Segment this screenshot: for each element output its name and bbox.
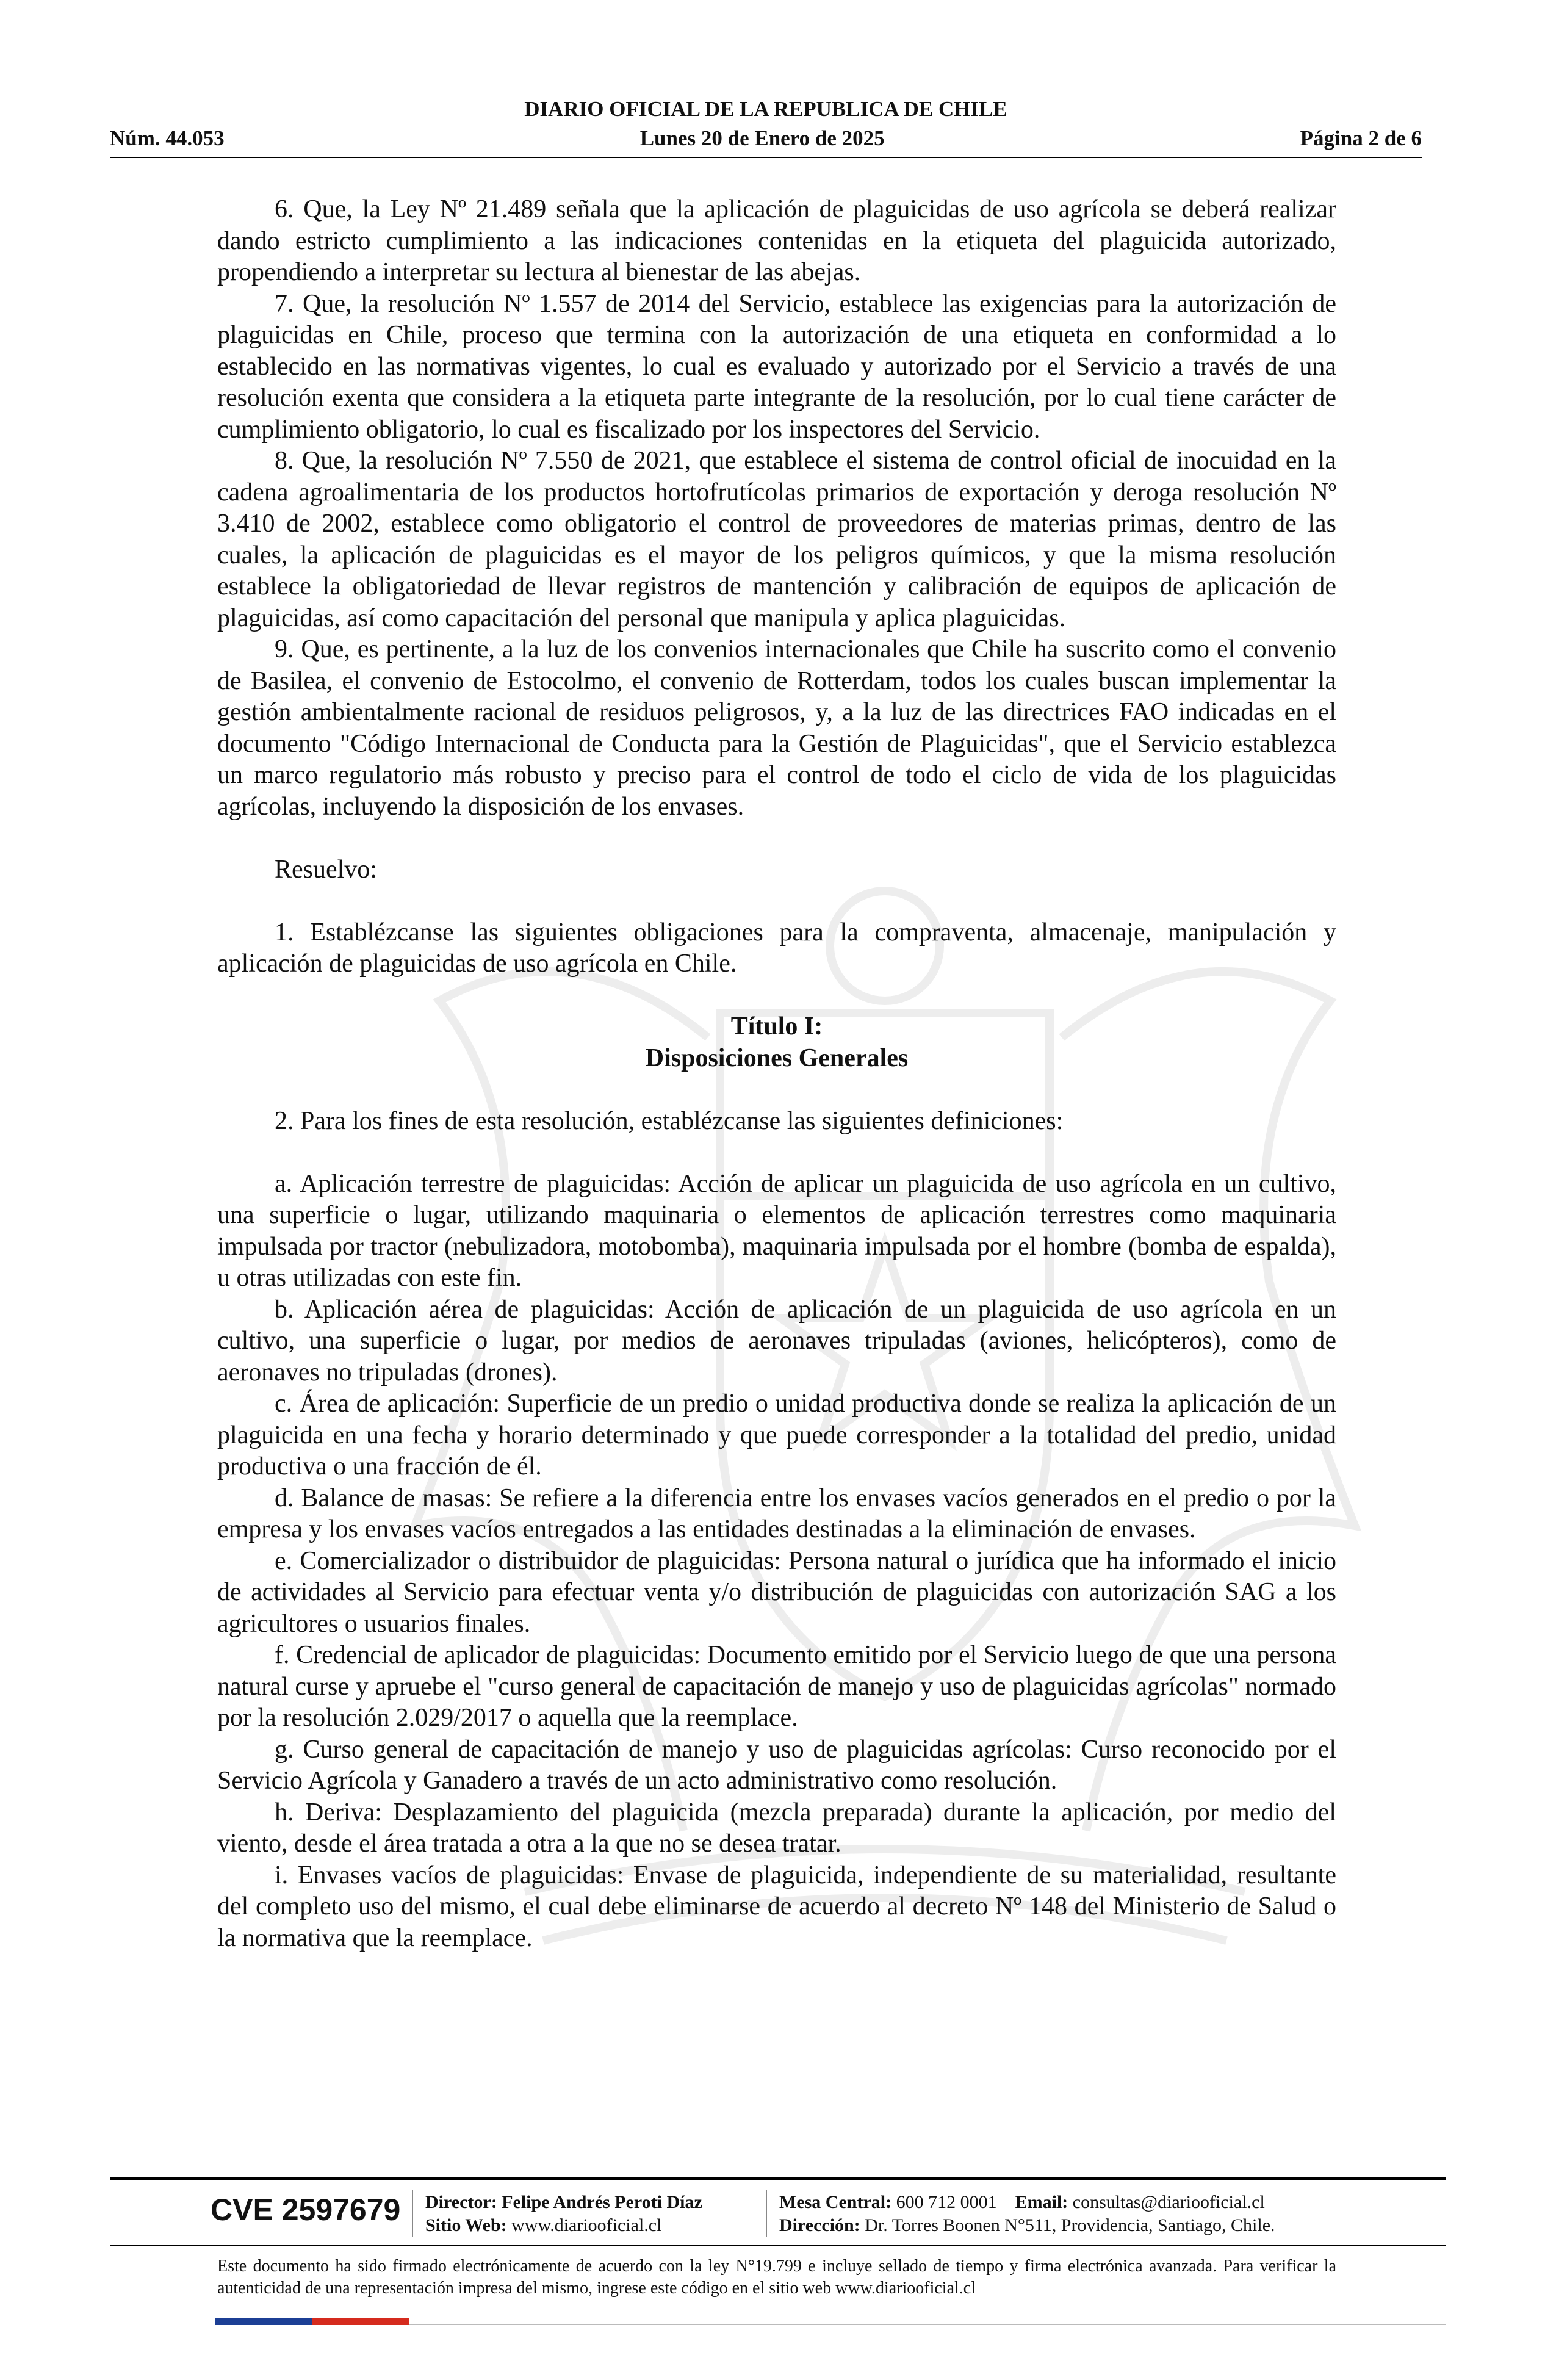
address-text: Dr. Torres Boonen N°511, Providencia, Santiago, Chile.	[865, 2215, 1275, 2235]
definition-d: d. Balance de masas: Se refiere a la diferencia entre los envases vacíos generados en el predio o por la empresa y los envases vacíos entregados a las entidades destinadas a la eliminación de envases.	[217, 1484, 1336, 1543]
definition-g: g. Curso general de capacitación de manejo y uso de plaguicidas agrícolas: Curso reconocido por el Servicio Agrícola y Ganadero a través de un acto administrativo como resolución.	[217, 1735, 1336, 1795]
paragraph-6: 6. Que, la Ley Nº 21.489 señala que la aplicación de plaguicidas de uso agrícola se deberá realizar dando estricto cumplimiento a las indicaciones contenidas en la etiqueta del plaguicida autorizado, propendiendo a interpretar su lectura al bienestar de las abejas.	[217, 195, 1336, 286]
director-label: Director:	[425, 2192, 497, 2212]
section-title	[217, 1011, 1336, 1074]
website-label: Sitio Web:	[425, 2215, 507, 2235]
resolution-item-1: 1. Establézcanse las siguientes obligaciones para la compraventa, almacenaje, manipulación y aplicación de plaguicidas de uso agrícola en Chile.	[217, 918, 1336, 978]
page-number: Página 2 de 6	[1300, 126, 1422, 150]
section-title-line-1: Título I:	[730, 1012, 823, 1040]
definition-b: b. Aplicación aérea de plaguicidas: Acción de aplicación de un plaguicida de uso agrícola en un cultivo, una superficie o lugar, por medios de aeronaves tripuladas (aviones, helicópteros), como de aeronaves no tripuladas (drones).	[217, 1295, 1336, 1387]
resuelvo-heading: Resuelvo:	[275, 855, 377, 884]
footer-director-block	[425, 2191, 702, 2237]
website-link[interactable]: www.diariooficial.cl	[511, 2215, 662, 2235]
footer-middle-rule	[110, 2245, 1446, 2246]
cve-code: CVE 2597679	[211, 2193, 401, 2227]
legal-notice: Este documento ha sido firmado electrónicamente de acuerdo con la ley N°19.799 e incluye sellado de tiempo y firma electrónica avanzada. Para verificar la autenticidad de una representación impresa del mismo, ingrese este código en el sitio web www.diariooficial.cl	[217, 2257, 1336, 2298]
header-rule	[110, 157, 1422, 158]
definition-a: a. Aplicación terrestre de plaguicidas: Acción de aplicar un plaguicida de uso agrícola en un cultivo, una superficie o lugar, utilizando maquinaria o elementos de aplicación terrestres como maquinaria impulsada por tractor (nebulizadora, motobomba), maquinaria impulsada por el hombre (bomba de espalda), u otras utilizadas con este fin.	[217, 1169, 1336, 1292]
resolution-item-2: 2. Para los fines de esta resolución, establézcanse las siguientes definiciones:	[275, 1106, 1064, 1135]
definition-e: e. Comercializador o distribuidor de plaguicidas: Persona natural o jurídica que ha informado el inicio de actividades al Servicio para efectuar venta y/o distribución de plaguicidas con autorización SAG a los agricultores o usuarios finales.	[217, 1546, 1336, 1638]
footer-contact-block	[779, 2191, 1275, 2237]
flag-bar-blue	[215, 2318, 312, 2325]
footer-top-rule	[110, 2177, 1446, 2180]
phone-number: 600 712 0001	[896, 2192, 997, 2212]
email-link[interactable]: consultas@diariooficial.cl	[1072, 2192, 1265, 2212]
email-label: Email:	[1015, 2192, 1068, 2212]
address-label: Dirección:	[779, 2215, 860, 2235]
definition-i: i. Envases vacíos de plaguicidas: Envase de plaguicida, independiente de su materialidad, resultante del completo uso del mismo, el cual debe eliminarse de acuerdo al decreto Nº 148 del Ministerio de Salud o la normativa que la reemplace.	[217, 1861, 1336, 1952]
footer-separator	[412, 2190, 413, 2237]
issue-number: Núm. 44.053	[110, 126, 225, 150]
paragraph-7: 7. Que, la resolución Nº 1.557 de 2014 del Servicio, establece las exigencias para la autorización de plaguicidas en Chile, proceso que termina con la autorización de una etiqueta en conformidad a lo establecido en las normativas vigentes, lo cual es evaluado y autorizado por el Servicio a través de una resolución exenta que considera a la etiqueta parte integrante de la resolución, por lo cual tiene carácter de cumplimiento obligatorio, lo cual es fiscalizado por los inspectores del Servicio.	[217, 289, 1336, 444]
paragraph-8: 8. Que, la resolución Nº 7.550 de 2021, que establece el sistema de control oficial de inocuidad en la cadena agroalimentaria de los productos hortofrutícolas primarios de exportación y deroga resolución Nº 3.410 de 2002, establece como obligatorio el control de proveedores de materias primas, dentro de las cuales, la aplicación de plaguicidas es el mayor de los peligros químicos, y que la misma resolución establece la obligatoriedad de llevar registros de mantención y calibración de equipos de aplicación de plaguicidas, así como capacitación del personal que manipula y aplica plaguicidas.	[217, 447, 1336, 632]
publication-title: DIARIO OFICIAL DE LA REPUBLICA DE CHILE	[524, 97, 1007, 121]
director-name: Felipe Andrés Peroti Díaz	[502, 2192, 702, 2212]
definition-c: c. Área de aplicación: Superficie de un predio o unidad productiva donde se realiza la aplicación de un plaguicida en una fecha y horario determinado y que puede corresponder a la totalidad del predio, unidad productiva o una fracción de él.	[217, 1390, 1336, 1480]
section-title-line-2: Disposiciones Generales	[645, 1044, 909, 1072]
footer-separator	[766, 2190, 767, 2237]
phone-label: Mesa Central:	[779, 2192, 892, 2212]
paragraph-9: 9. Que, es pertinente, a la luz de los convenios internacionales que Chile ha suscrito como el convenio de Basilea, el convenio de Estocolmo, el convenio de Rotterdam, todos los cuales buscan implementar la gestión ambientalmente racional de residuos peligrosos, y, a la luz de las directrices FAO indicadas en el documento "Código Internacional de Conducta para la Gestión de Plaguicidas", que el Servicio establezca un marco regulatorio más robusto y preciso para el control de todo el ciclo de vida de los plaguicidas agrícolas, incluyendo la disposición de los envases.	[217, 635, 1336, 821]
definition-f: f. Credencial de aplicador de plaguicidas: Documento emitido por el Servicio luego de que una persona natural curse y apruebe el "curso general de capacitación de manejo y uso de plaguicidas agrícolas" normado por la resolución 2.029/2017 o aquella que la reemplace.	[217, 1641, 1336, 1732]
flag-bar-red	[312, 2318, 409, 2325]
document-body	[217, 194, 1336, 1954]
definition-h: h. Deriva: Desplazamiento del plaguicida (mezcla preparada) durante la aplicación, por medio del viento, desde el área tratada a otra a la que no se desea tratar.	[217, 1798, 1336, 1858]
footer-bottom-rule	[409, 2324, 1446, 2325]
issue-date: Lunes 20 de Enero de 2025	[639, 126, 885, 150]
page-header	[110, 95, 1422, 153]
